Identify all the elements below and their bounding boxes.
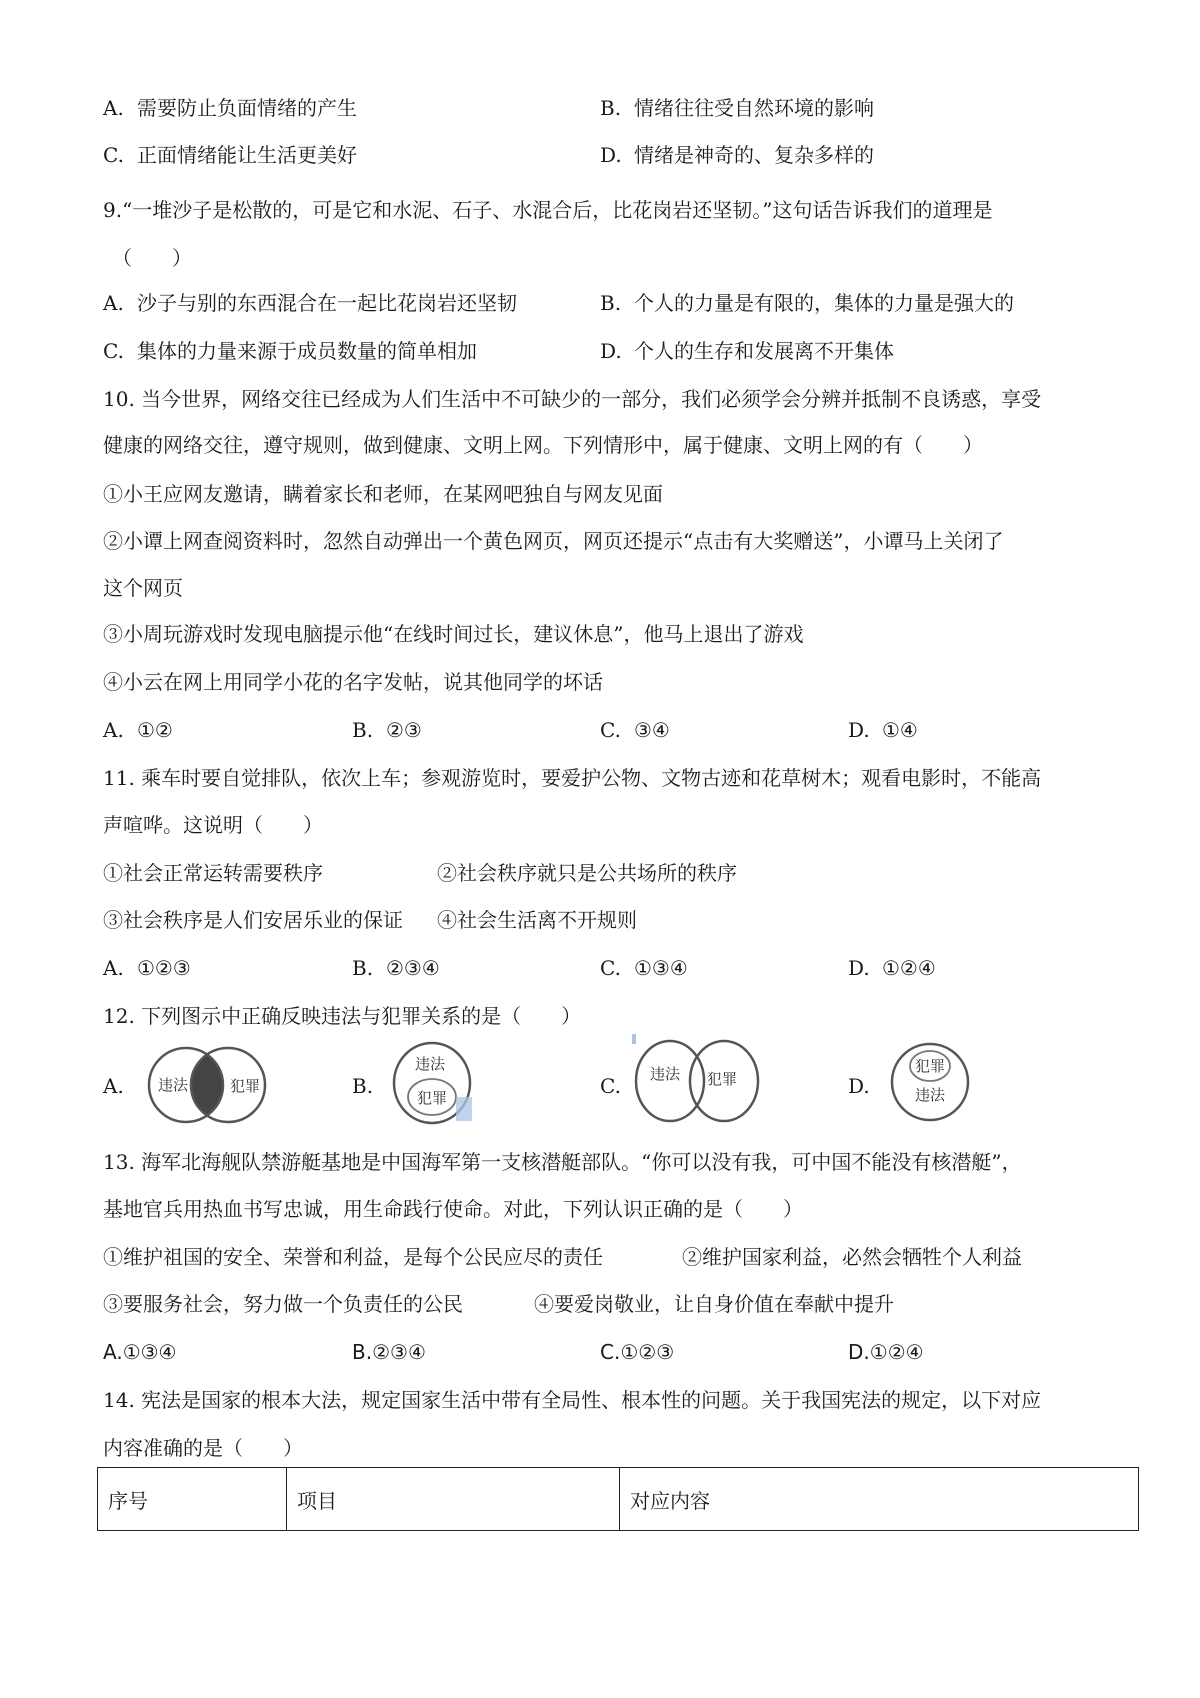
q10-stem-line2: 健康的网络交往，遵守规则，做到健康、文明上网。下列情形中，属于健康、文明上网的有（ ） bbox=[103, 433, 983, 457]
option-letter: B. bbox=[600, 291, 622, 315]
q12-option-c-letter[interactable]: C. bbox=[600, 1074, 621, 1098]
q9-option-c[interactable] bbox=[103, 337, 477, 365]
q11-item-3: ③社会秩序是人们安居乐业的保证 bbox=[103, 908, 403, 932]
scan-artifact bbox=[456, 1097, 472, 1121]
q8-option-d[interactable] bbox=[600, 141, 874, 169]
q10-option-b[interactable] bbox=[352, 716, 422, 744]
q12-option-a-letter[interactable]: A. bbox=[103, 1074, 124, 1098]
q11-stem-line1: 11. 乘车时要自觉排队，依次上车；参观游览时，要爱护公物、文物古迹和花草树木；观看电影时，不能高 bbox=[103, 766, 1042, 790]
option-text: 集体的力量来源于成员数量的简单相加 bbox=[137, 339, 477, 363]
q13-option-b[interactable] bbox=[352, 1338, 426, 1366]
option-text: ②③④ bbox=[386, 956, 440, 980]
option-letter: D. bbox=[600, 143, 622, 167]
label-right: 犯罪 bbox=[230, 1077, 261, 1095]
option-text: ②③④ bbox=[372, 1340, 426, 1364]
q14-stem-line2: 内容准确的是（ ） bbox=[103, 1436, 303, 1460]
option-text: ①②③ bbox=[620, 1340, 675, 1364]
outer-circle bbox=[892, 1044, 968, 1120]
q10-item-1: ①小王应网友邀请，瞒着家长和老师，在某网吧独自与网友见面 bbox=[103, 482, 663, 506]
option-letter: D. bbox=[848, 1340, 870, 1364]
option-letter: C. bbox=[600, 956, 621, 980]
label-outer: 违法 bbox=[415, 1055, 446, 1073]
option-letter: B. bbox=[352, 718, 374, 742]
option-text: 沙子与别的东西混合在一起比花岗岩还坚韧 bbox=[137, 291, 517, 315]
table-header-row bbox=[98, 1468, 1139, 1531]
q12-diagram-a[interactable] bbox=[144, 1044, 270, 1126]
label-inner: 犯罪 bbox=[915, 1057, 946, 1075]
option-text: ①② bbox=[137, 718, 173, 742]
q11-item-4: ④社会生活离不开规则 bbox=[437, 908, 637, 932]
q11-item-1: ①社会正常运转需要秩序 bbox=[103, 861, 323, 885]
option-text: 需要防止负面情绪的产生 bbox=[137, 96, 357, 120]
table-header-cell: 项目 bbox=[287, 1468, 620, 1531]
q11-option-d[interactable] bbox=[848, 954, 936, 982]
option-text: 情绪往往受自然环境的影响 bbox=[634, 96, 874, 120]
q13-option-d[interactable] bbox=[848, 1338, 924, 1366]
option-letter: A. bbox=[103, 96, 124, 120]
label-left: 违法 bbox=[158, 1076, 189, 1094]
label-inner: 犯罪 bbox=[417, 1089, 448, 1107]
q14-stem-line1: 14. 宪法是国家的根本大法，规定国家生活中带有全局性、根本性的问题。关于我国宪法的规定，以下对应 bbox=[103, 1388, 1042, 1412]
q9-option-b[interactable] bbox=[600, 289, 1014, 317]
option-letter: C. bbox=[600, 1340, 621, 1364]
option-text: ①②③ bbox=[137, 956, 191, 980]
q10-option-c[interactable] bbox=[600, 716, 670, 744]
q8-option-a[interactable] bbox=[103, 94, 357, 122]
q11-option-c[interactable] bbox=[600, 954, 688, 982]
option-text: 个人的生存和发展离不开集体 bbox=[634, 339, 894, 363]
option-text: 情绪是神奇的、复杂多样的 bbox=[634, 143, 874, 167]
option-letter: C. bbox=[103, 339, 124, 363]
q12-diagram-b[interactable] bbox=[388, 1039, 488, 1127]
option-text: ①③④ bbox=[634, 956, 688, 980]
q13-item-4: ④要爱岗敬业，让自身价值在奉献中提升 bbox=[534, 1292, 894, 1316]
q13-item-1: ①维护祖国的安全、荣誉和利益，是每个公民应尽的责任 bbox=[103, 1245, 603, 1269]
option-text: ①④ bbox=[882, 718, 918, 742]
table-header-cell: 序号 bbox=[98, 1468, 287, 1531]
option-text: ③④ bbox=[634, 718, 670, 742]
q10-item-2-line2: 这个网页 bbox=[103, 576, 183, 600]
q10-item-2-line1: ②小谭上网查阅资料时，忽然自动弹出一个黄色网页，网页还提示“点击有大奖赠送”，小谭马上关闭了 bbox=[103, 529, 1004, 553]
q13-stem-line2: 基地官兵用热血书写忠诚，用生命践行使命。对此，下列认识正确的是（ ） bbox=[103, 1197, 803, 1221]
option-text: ①②④ bbox=[882, 956, 936, 980]
q9-stem-line2: （ ） bbox=[112, 246, 192, 270]
option-letter: C. bbox=[600, 718, 621, 742]
q9-option-a[interactable] bbox=[103, 289, 517, 317]
q8-option-b[interactable] bbox=[600, 94, 874, 122]
option-letter: A. bbox=[103, 291, 124, 315]
q10-option-a[interactable] bbox=[103, 716, 173, 744]
option-letter: B. bbox=[352, 1340, 373, 1364]
option-text: ②③ bbox=[386, 718, 422, 742]
q12-stem: 12. 下列图示中正确反映违法与犯罪关系的是（ ） bbox=[103, 1004, 582, 1028]
table-header-cell: 对应内容 bbox=[620, 1468, 1139, 1531]
q12-diagram-d[interactable] bbox=[886, 1040, 976, 1124]
option-letter: B. bbox=[600, 96, 622, 120]
option-letter: A. bbox=[103, 956, 124, 980]
label-right: 犯罪 bbox=[707, 1070, 738, 1088]
label-left: 违法 bbox=[650, 1065, 681, 1083]
option-letter: D. bbox=[600, 339, 622, 363]
scan-mark bbox=[632, 1034, 636, 1044]
q13-option-c[interactable] bbox=[600, 1338, 674, 1366]
q9-option-d[interactable] bbox=[600, 337, 894, 365]
option-text: 正面情绪能让生活更美好 bbox=[137, 143, 357, 167]
q12-option-b-letter[interactable]: B. bbox=[352, 1074, 374, 1098]
q11-option-b[interactable] bbox=[352, 954, 440, 982]
q13-item-2: ②维护国家利益，必然会牺牲个人利益 bbox=[682, 1245, 1022, 1269]
option-letter: B. bbox=[352, 956, 374, 980]
label-outer: 违法 bbox=[915, 1086, 946, 1104]
q13-item-3: ③要服务社会，努力做一个负责任的公民 bbox=[103, 1292, 463, 1316]
option-letter: A. bbox=[103, 718, 124, 742]
q9-stem-line1: 9.“一堆沙子是松散的，可是它和水泥、石子、水混合后，比花岗岩还坚韧。”这句话告诉我们的道理是 bbox=[103, 198, 993, 222]
option-letter: A. bbox=[103, 1340, 123, 1364]
option-letter: C. bbox=[103, 143, 124, 167]
q11-stem-line2: 声喧哗。这说明（ ） bbox=[103, 813, 323, 837]
q11-item-2: ②社会秩序就只是公共场所的秩序 bbox=[437, 861, 737, 885]
q10-stem-line1: 10. 当今世界，网络交往已经成为人们生活中不可缺少的一部分，我们必须学会分辨并抵制不良诱惑，享受 bbox=[103, 387, 1042, 411]
q12-diagram-c[interactable] bbox=[632, 1034, 762, 1126]
option-text: ①②④ bbox=[869, 1340, 924, 1364]
q10-option-d[interactable] bbox=[848, 716, 918, 744]
option-letter: D. bbox=[848, 956, 870, 980]
q14-table bbox=[97, 1467, 1139, 1531]
option-text: 个人的力量是有限的，集体的力量是强大的 bbox=[634, 291, 1014, 315]
q13-option-a[interactable] bbox=[103, 1338, 176, 1366]
q13-stem-line1: 13. 海军北海舰队禁游艇基地是中国海军第一支核潜艇部队。“你可以没有我，可中国不能没有核潜艇”， bbox=[103, 1150, 1022, 1174]
option-letter: D. bbox=[848, 718, 870, 742]
q8-option-c[interactable] bbox=[103, 141, 357, 169]
q10-item-3: ③小周玩游戏时发现电脑提示他“在线时间过长，建议休息”，他马上退出了游戏 bbox=[103, 622, 804, 646]
q11-option-a[interactable] bbox=[103, 954, 191, 982]
q10-item-4: ④小云在网上用同学小花的名字发帖，说其他同学的坏话 bbox=[103, 670, 603, 694]
q12-option-d-letter[interactable]: D. bbox=[848, 1074, 870, 1098]
option-text: ①③④ bbox=[122, 1340, 177, 1364]
